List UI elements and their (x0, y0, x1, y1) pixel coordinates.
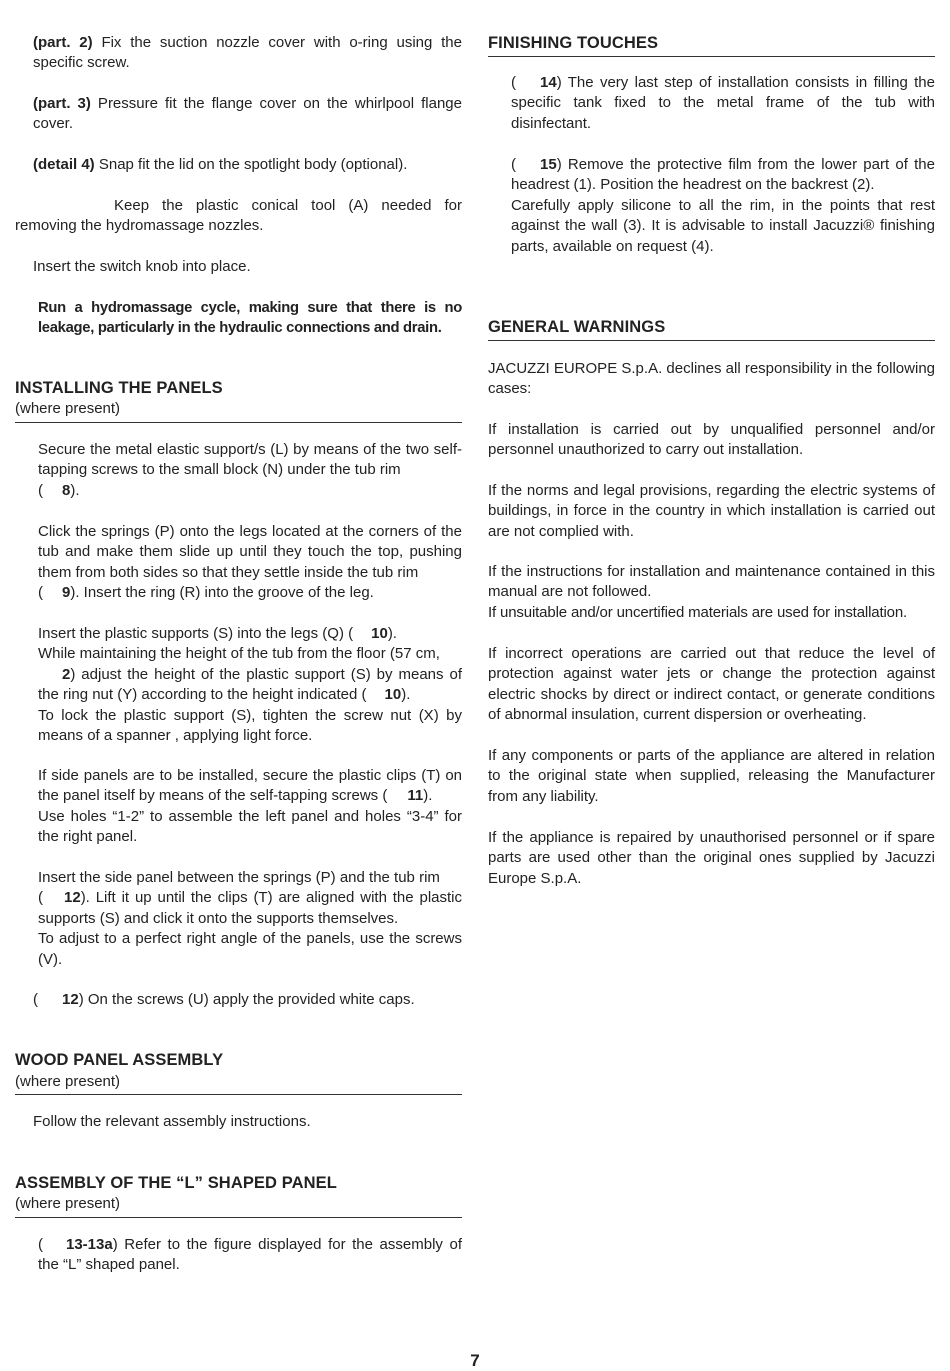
l-panel-heading: ASSEMBLY OF THE “L” SHAPED PANEL (15, 1174, 337, 1192)
finishing-touches-rule (488, 56, 935, 57)
l-panel-paragraph: ( 13-13a) Refer to the figure displayed for the assembly of the “L” shaped panel. (38, 1236, 462, 1274)
panels-paragraph-3: Insert the plastic supports (S) into the legs (Q) ( 10). While maintaining the height of the tub from the floor (57 cm, 2) adjust the height of the plastic support (S) by means of the ring nut (Y) according to the height indicated ( 10). To lock the plastic support (S), tighten the screw nut (X) by means of a spanner , applying light force. (38, 625, 462, 745)
warning-item-2: If the norms and legal provisions, regarding the electric systems of buildings, in force in the country in which installation is carried out are not complied with. (488, 482, 935, 540)
installing-panels-rule (15, 422, 462, 423)
detail4-paragraph: (detail 4) Snap fit the lid on the spotlight body (optional). (33, 156, 408, 173)
panels-paragraph-1: Secure the metal elastic support/s (L) by means of the two self-tapping screws to the small block (N) under the tub rim ( 8). (38, 441, 462, 499)
installing-panels-heading: INSTALLING THE PANELS (15, 379, 223, 397)
page-number: 7 (470, 1351, 480, 1370)
warning-item-5: If any components or parts of the appliance are altered in relation to the original state when supplied, releasing the Manufacturer from any liability. (488, 747, 935, 805)
l-panel-subheading: (where present) (15, 1195, 121, 1212)
wood-panel-subheading: (where present) (15, 1073, 121, 1090)
l-panel-rule (15, 1217, 462, 1218)
keep-tool-paragraph: Keep the plastic conical tool (A) needed for removing the hydromassage nozzles. (15, 197, 462, 235)
wood-panel-paragraph: Follow the relevant assembly instructions. (33, 1113, 311, 1130)
switch-knob-paragraph: Insert the switch knob into place. (33, 258, 251, 275)
run-cycle-paragraph: Run a hydromassage cycle, making sure that there is no leakage, particularly in the hydraulic connections and drain. (38, 300, 462, 337)
warning-item-4: If incorrect operations are carried out that reduce the level of protection against water jets or change the protection against electric shocks by direct or indirect contact, or generate conditions of abnormal insulation, current dispersion or overheating. (488, 645, 935, 724)
panels-paragraph-6: ( 12) On the screws (U) apply the provided white caps. (33, 991, 415, 1008)
warning-item-1: If installation is carried out by unqualified personnel and/or personnel unauthorized to carry out installation. (488, 421, 935, 459)
wood-panel-heading: WOOD PANEL ASSEMBLY (15, 1051, 224, 1069)
installing-panels-subheading: (where present) (15, 400, 121, 417)
general-warnings-heading: GENERAL WARNINGS (488, 318, 666, 336)
finishing-touches-heading: FINISHING TOUCHES (488, 34, 659, 52)
panels-paragraph-4: If side panels are to be installed, secure the plastic clips (T) on the panel itself by means of the self-tapping screws ( 11). Use holes “1-2” to assemble the left panel and holes “3-4” for the right panel. (38, 767, 462, 846)
warning-item-3: If the instructions for installation and maintenance contained in this manual are not followed. If unsuitable and/or uncertified materials are used for installation. (488, 563, 935, 621)
warnings-intro: JACUZZI EUROPE S.p.A. declines all responsibility in the following cases: (488, 360, 935, 398)
wood-panel-rule (15, 1094, 462, 1095)
panels-paragraph-2: Click the springs (P) onto the legs located at the corners of the tub and make them slide up until they touch the top, pushing them from both sides so that they settle inside the tub rim ( 9). Insert the ring (R) into the groove of the leg. (38, 523, 462, 602)
part3-paragraph: (part. 3) Pressure fit the flange cover on the whirlpool flange cover. (33, 95, 462, 133)
warning-item-6: If the appliance is repaired by unauthorised personnel or if spare parts are used other than the original ones supplied by Jacuzzi Europe S.p.A. (488, 829, 935, 887)
finishing-paragraph-2: ( 15) Remove the protective film from the lower part of the headrest (1). Position the headrest on the backrest (2). Carefully apply silicone to all the rim, in the points that rest against the wall (3). It is advisable to install Jacuzzi® finishing parts, available on request (4). (511, 156, 935, 255)
part2-paragraph: (part. 2) Fix the suction nozzle cover with o-ring using the specific screw. (33, 34, 462, 72)
panels-paragraph-5: Insert the side panel between the springs (P) and the tub rim ( 12). Lift it up until the clips (T) are aligned with the plastic supports (S) and click it onto the supports themselves. To adjust to a perfect right angle of the panels, use the screws (V). (38, 869, 462, 968)
finishing-paragraph-1: ( 14) The very last step of installation consists in filling the specific tank fixed to the metal frame of the tub with disinfectant. (511, 74, 935, 132)
general-warnings-rule (488, 340, 935, 341)
